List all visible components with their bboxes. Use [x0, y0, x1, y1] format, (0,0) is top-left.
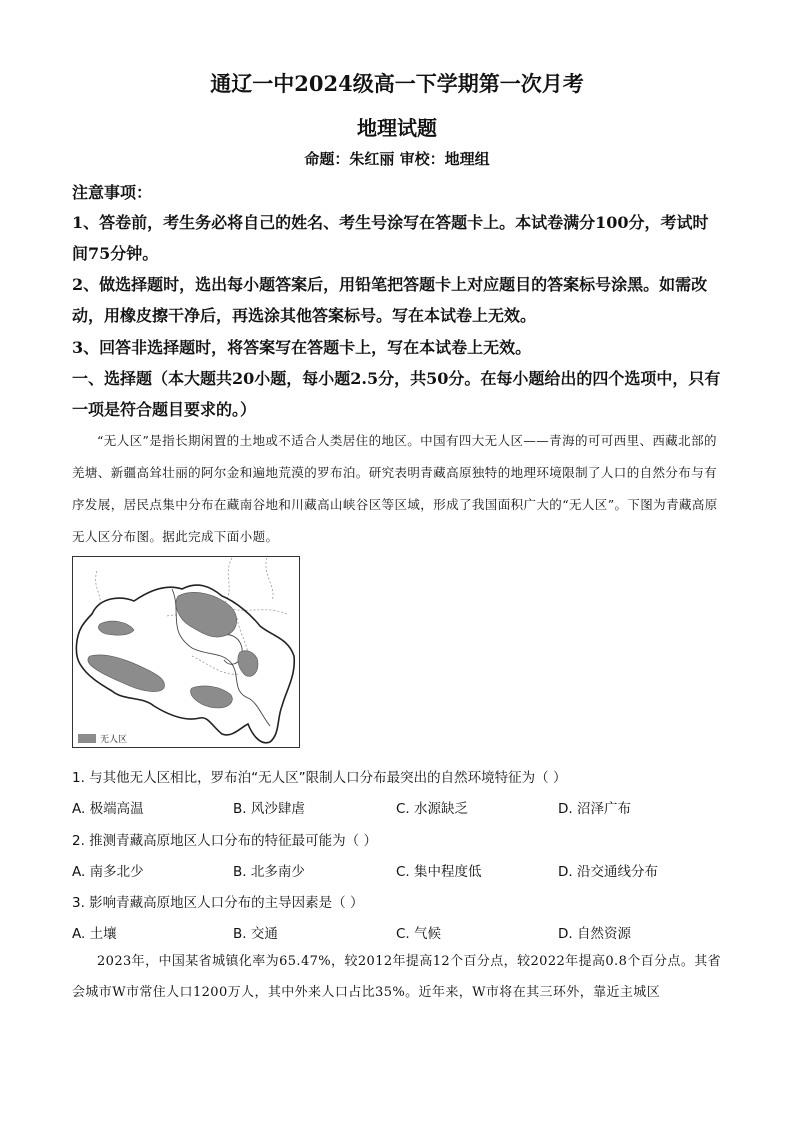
question-1-stem: 1. 与其他无人区相比，罗布泊“无人区”限制人口分布最突出的自然环境特征为（ ）	[72, 770, 567, 786]
legend-swatch	[78, 734, 96, 743]
question-3-stem: 3. 影响青藏高原地区人口分布的主导因素是（ ）	[72, 895, 364, 911]
q3-option-c: C. 气候	[396, 926, 442, 942]
question-2-stem: 2. 推测青藏高原地区人口分布的特征最可能为（ ）	[72, 833, 377, 849]
note-item-2: 2、做选择题时，选出每小题答案后，用铅笔把答题卡上对应题目的答案标号涂黑。如需改动，用橡皮擦干净后，再选涂其他答案标号。写在本试卷上无效。	[72, 275, 708, 325]
q1-option-b: B. 风沙肆虐	[233, 801, 305, 817]
passage-no-mans-land: “无人区”是指长期闲置的土地或不适合人类居住的地区。中国有四大无人区——青海的可可西里、西藏北部的羌塘、新疆高耸壮丽的阿尔金和遍地荒漠的罗布泊。研究表明青藏高原独特的地理环境限制了人口的自然分布与有序发展，居民点集中分布在藏南谷地和川藏高山峡谷区等区域，形成了我国面积广大的“无人区”。下图为青藏高原无人区分布图。据此完成下面小题。	[72, 433, 718, 544]
qinghai-tibet-map	[72, 556, 300, 748]
notes-heading: 注意事项：	[72, 183, 153, 202]
q2-option-a: A. 南多北少	[72, 864, 144, 880]
map-figure	[72, 556, 300, 748]
note-item-1: 1、答卷前，考生务必将自己的姓名、考生号涂写在答题卡上。本试卷满分100分，考试时间75分钟。	[72, 213, 709, 263]
q2-option-b: B. 北多南少	[233, 864, 305, 880]
passage-urbanization: 2023年，中国某省城镇化率为65.47%，较2012年提高12个百分点，较2022年提高0.8个百分点。其省会城市W市常住人口1200万人，其中外来人口占比35%。近年来，W市将在其三环外，靠近主城区	[72, 954, 722, 1000]
q2-option-d: D. 沿交通线分布	[558, 864, 658, 880]
subject-title: 地理试题	[357, 116, 437, 140]
q1-option-a: A. 极端高温	[72, 801, 144, 817]
legend-label: 无人区	[100, 735, 128, 745]
section-heading: 一、选择题（本大题共20小题，每小题2.5分，共50分。在每小题给出的四个选项中，只有一项是符合题目要求的。）	[72, 369, 721, 419]
q1-option-c: C. 水源缺乏	[396, 801, 469, 817]
q2-option-c: C. 集中程度低	[396, 864, 482, 880]
q3-option-b: B. 交通	[233, 926, 278, 942]
author-line: 命题：朱红丽 审校：地理组	[304, 150, 490, 168]
q1-option-d: D. 沼泽广布	[558, 801, 631, 817]
note-item-3: 3、回答非选择题时，将答案写在答题卡上，写在本试卷上无效。	[72, 338, 532, 357]
q3-option-d: D. 自然资源	[558, 926, 631, 942]
exam-title: 通辽一中2024级高一下学期第一次月考	[210, 71, 584, 96]
q3-option-a: A. 土壤	[72, 926, 117, 942]
